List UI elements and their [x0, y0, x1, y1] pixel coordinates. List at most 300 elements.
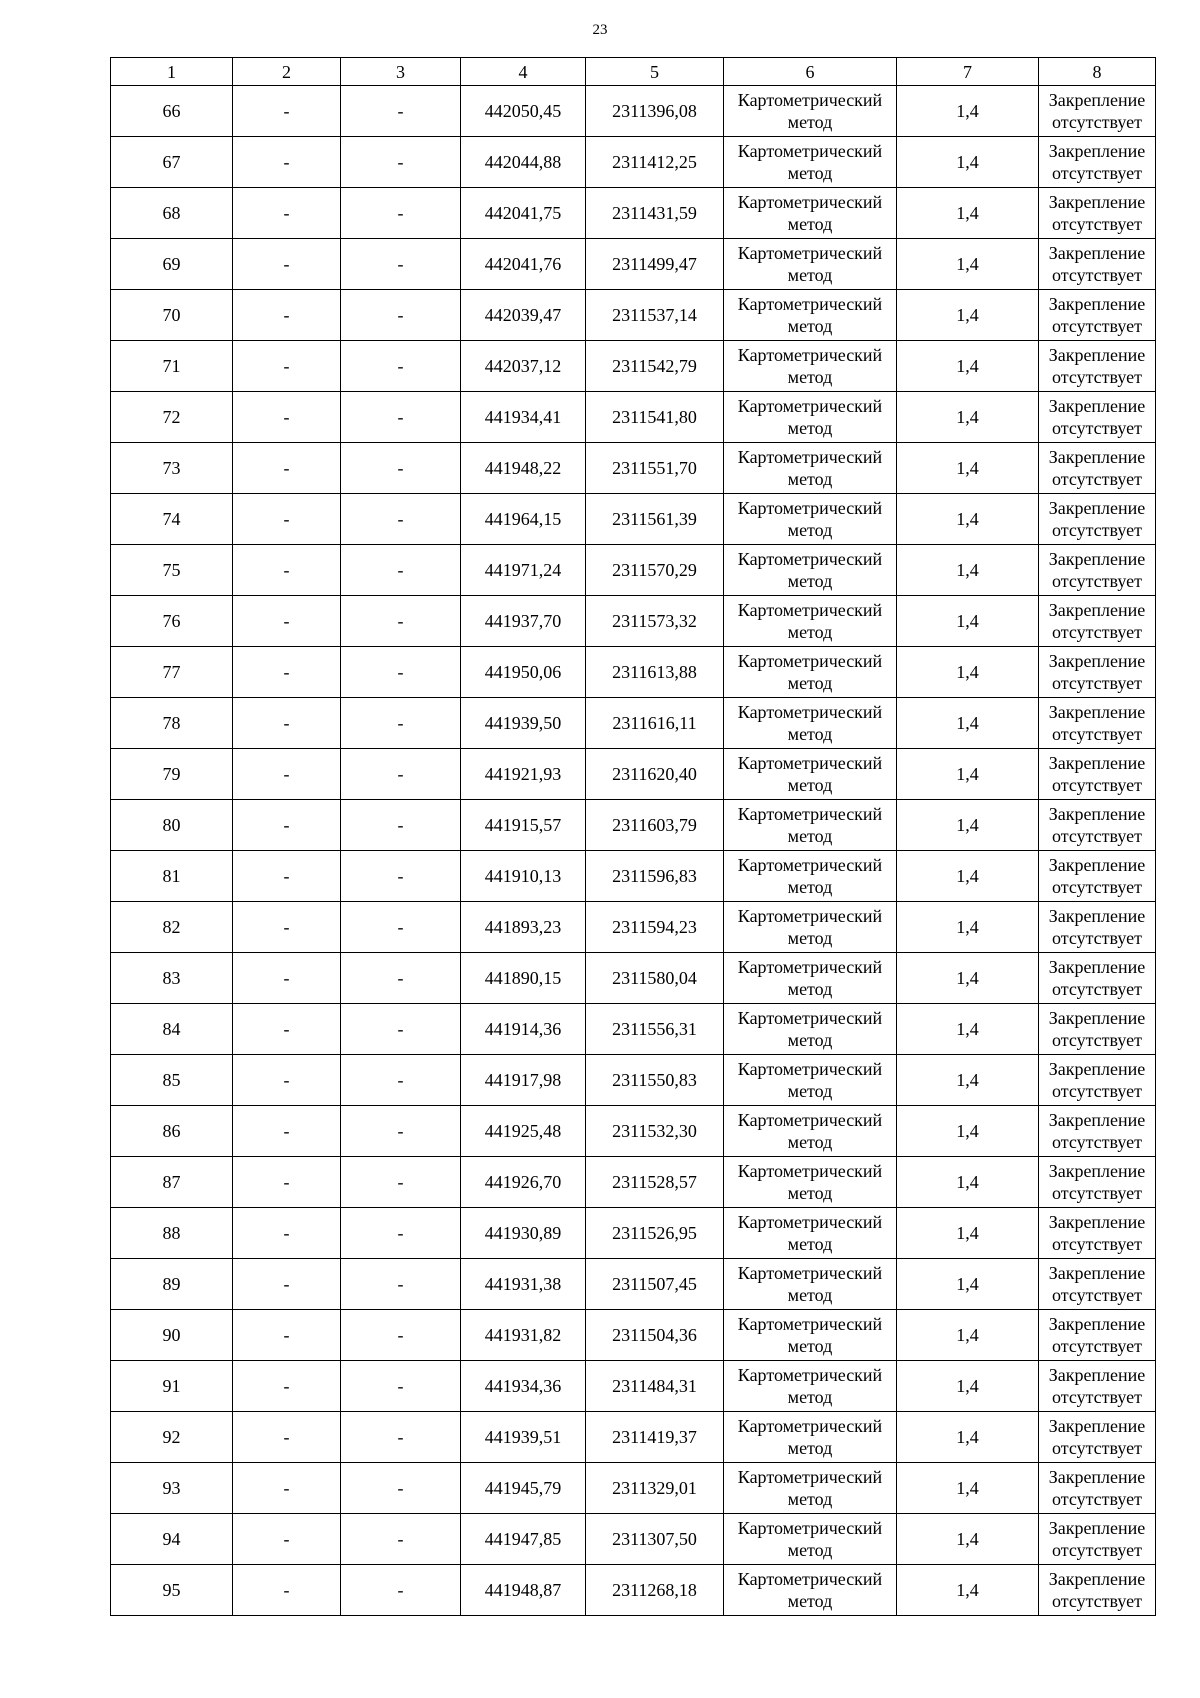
method-cell: [724, 953, 897, 1004]
fixing-cell: [1039, 1463, 1156, 1514]
accuracy-cell: 1,4: [897, 1412, 1039, 1463]
method-cell: [724, 239, 897, 290]
point-number-cell: 88: [111, 1208, 233, 1259]
column-2-cell: -: [233, 1412, 341, 1463]
method-line-1: Картометрический: [737, 702, 883, 722]
point-number-cell: 87: [111, 1157, 233, 1208]
column-header: 2: [233, 58, 341, 86]
fixing-cell: [1039, 494, 1156, 545]
table-row: [111, 188, 1156, 239]
column-3-cell: -: [341, 851, 461, 902]
method-cell: [724, 443, 897, 494]
coordinate-y-cell: 2311542,79: [586, 341, 724, 392]
method-cell: [724, 1361, 897, 1412]
accuracy-cell: 1,4: [897, 953, 1039, 1004]
column-2-cell: -: [233, 1004, 341, 1055]
column-3-cell: -: [341, 902, 461, 953]
point-number-cell: 66: [111, 86, 233, 137]
method-cell: [724, 137, 897, 188]
page-number: 23: [592, 22, 608, 38]
coordinate-x-cell: 441947,85: [461, 1514, 586, 1565]
coordinate-x-cell: 441948,22: [461, 443, 586, 494]
column-2-cell: -: [233, 392, 341, 443]
fixing-cell: [1039, 392, 1156, 443]
method-line-1: Картометрический: [737, 345, 883, 365]
method-cell: [724, 545, 897, 596]
table-row: [111, 1106, 1156, 1157]
method-line-1: Картометрический: [737, 447, 883, 467]
column-2-cell: -: [233, 290, 341, 341]
fixing-line-1: Закрепление: [1048, 447, 1146, 467]
table-row: [111, 1208, 1156, 1259]
accuracy-cell: 1,4: [897, 698, 1039, 749]
fixing-line-1: Закрепление: [1048, 294, 1146, 314]
accuracy-cell: 1,4: [897, 1208, 1039, 1259]
fixing-line-1: Закрепление: [1048, 1212, 1146, 1232]
fixing-line-2: отсутствует: [1051, 1387, 1143, 1407]
column-2-cell: -: [233, 341, 341, 392]
method-line-2: метод: [787, 571, 833, 591]
method-line-1: Картометрический: [737, 192, 883, 212]
accuracy-cell: 1,4: [897, 545, 1039, 596]
table-row: [111, 800, 1156, 851]
fixing-line-1: Закрепление: [1048, 753, 1146, 773]
coordinate-x-cell: 441934,36: [461, 1361, 586, 1412]
column-3-cell: -: [341, 1565, 461, 1616]
coordinate-y-cell: 2311556,31: [586, 1004, 724, 1055]
coordinate-y-cell: 2311573,32: [586, 596, 724, 647]
method-line-2: метод: [787, 112, 833, 132]
coordinate-x-cell: 441971,24: [461, 545, 586, 596]
accuracy-cell: 1,4: [897, 392, 1039, 443]
fixing-line-2: отсутствует: [1051, 1336, 1143, 1356]
method-line-1: Картометрический: [737, 1161, 883, 1181]
coordinate-x-cell: 442037,12: [461, 341, 586, 392]
method-line-1: Картометрический: [737, 855, 883, 875]
table-row: [111, 341, 1156, 392]
method-line-1: Картометрический: [737, 1416, 883, 1436]
coordinate-x-cell: 442041,75: [461, 188, 586, 239]
fixing-line-1: Закрепление: [1048, 498, 1146, 518]
column-2-cell: -: [233, 953, 341, 1004]
accuracy-cell: 1,4: [897, 596, 1039, 647]
method-cell: [724, 1106, 897, 1157]
method-line-2: метод: [787, 1030, 833, 1050]
method-cell: [724, 647, 897, 698]
column-header: 4: [461, 58, 586, 86]
column-3-cell: -: [341, 1463, 461, 1514]
fixing-line-1: Закрепление: [1048, 141, 1146, 161]
method-cell: [724, 1208, 897, 1259]
method-line-1: Картометрический: [737, 1365, 883, 1385]
method-cell: [724, 392, 897, 443]
accuracy-cell: 1,4: [897, 1106, 1039, 1157]
fixing-line-2: отсутствует: [1051, 928, 1143, 948]
fixing-line-2: отсутствует: [1051, 724, 1143, 744]
accuracy-cell: 1,4: [897, 290, 1039, 341]
method-cell: [724, 749, 897, 800]
column-3-cell: -: [341, 1106, 461, 1157]
method-line-1: Картометрический: [737, 1059, 883, 1079]
fixing-line-2: отсутствует: [1051, 1489, 1143, 1509]
method-line-2: метод: [787, 1081, 833, 1101]
coordinate-x-cell: 441937,70: [461, 596, 586, 647]
fixing-line-1: Закрепление: [1048, 855, 1146, 875]
method-line-1: Картометрический: [737, 141, 883, 161]
column-3-cell: -: [341, 290, 461, 341]
coordinate-y-cell: 2311532,30: [586, 1106, 724, 1157]
fixing-line-2: отсутствует: [1051, 367, 1143, 387]
accuracy-cell: 1,4: [897, 1004, 1039, 1055]
column-2-cell: -: [233, 749, 341, 800]
fixing-cell: [1039, 698, 1156, 749]
method-cell: [724, 800, 897, 851]
accuracy-cell: 1,4: [897, 1463, 1039, 1514]
method-line-2: метод: [787, 1387, 833, 1407]
column-2-cell: -: [233, 1514, 341, 1565]
coordinate-y-cell: 2311603,79: [586, 800, 724, 851]
fixing-line-2: отсутствует: [1051, 265, 1143, 285]
method-cell: [724, 188, 897, 239]
fixing-line-1: Закрепление: [1048, 957, 1146, 977]
column-2-cell: -: [233, 800, 341, 851]
method-cell: [724, 902, 897, 953]
fixing-cell: [1039, 188, 1156, 239]
column-2-cell: -: [233, 545, 341, 596]
method-line-2: метод: [787, 316, 833, 336]
fixing-cell: [1039, 1004, 1156, 1055]
coordinate-y-cell: 2311570,29: [586, 545, 724, 596]
fixing-cell: [1039, 800, 1156, 851]
fixing-cell: [1039, 86, 1156, 137]
method-cell: [724, 1310, 897, 1361]
fixing-line-2: отсутствует: [1051, 1540, 1143, 1560]
accuracy-cell: 1,4: [897, 749, 1039, 800]
fixing-line-2: отсутствует: [1051, 1285, 1143, 1305]
method-line-1: Картометрический: [737, 906, 883, 926]
method-line-2: метод: [787, 826, 833, 846]
coordinate-y-cell: 2311550,83: [586, 1055, 724, 1106]
method-cell: [724, 1514, 897, 1565]
fixing-line-1: Закрепление: [1048, 1467, 1146, 1487]
point-number-cell: 77: [111, 647, 233, 698]
fixing-line-1: Закрепление: [1048, 1365, 1146, 1385]
fixing-cell: [1039, 1412, 1156, 1463]
coordinate-x-cell: 441921,93: [461, 749, 586, 800]
method-cell: [724, 341, 897, 392]
coordinate-x-cell: 441950,06: [461, 647, 586, 698]
column-2-cell: -: [233, 902, 341, 953]
fixing-line-2: отсутствует: [1051, 979, 1143, 999]
accuracy-cell: 1,4: [897, 1055, 1039, 1106]
fixing-line-2: отсутствует: [1051, 826, 1143, 846]
column-3-cell: -: [341, 392, 461, 443]
table-row: [111, 1310, 1156, 1361]
column-3-cell: -: [341, 953, 461, 1004]
column-3-cell: -: [341, 1310, 461, 1361]
table-row: [111, 953, 1156, 1004]
fixing-line-2: отсутствует: [1051, 214, 1143, 234]
coordinate-y-cell: 2311620,40: [586, 749, 724, 800]
table-row: [111, 1565, 1156, 1616]
fixing-cell: [1039, 1361, 1156, 1412]
fixing-cell: [1039, 1157, 1156, 1208]
method-line-1: Картометрический: [737, 1110, 883, 1130]
fixing-cell: [1039, 1514, 1156, 1565]
accuracy-cell: 1,4: [897, 1514, 1039, 1565]
coordinate-x-cell: 441939,50: [461, 698, 586, 749]
coordinate-x-cell: 441930,89: [461, 1208, 586, 1259]
column-3-cell: -: [341, 1412, 461, 1463]
coordinate-y-cell: 2311329,01: [586, 1463, 724, 1514]
fixing-line-1: Закрепление: [1048, 1263, 1146, 1283]
column-2-cell: -: [233, 1361, 341, 1412]
accuracy-cell: 1,4: [897, 851, 1039, 902]
point-number-cell: 90: [111, 1310, 233, 1361]
method-cell: [724, 1412, 897, 1463]
fixing-cell: [1039, 902, 1156, 953]
column-3-cell: -: [341, 1157, 461, 1208]
column-3-cell: -: [341, 137, 461, 188]
coordinate-x-cell: 441931,82: [461, 1310, 586, 1361]
method-cell: [724, 1565, 897, 1616]
fixing-line-1: Закрепление: [1048, 1059, 1146, 1079]
point-number-cell: 72: [111, 392, 233, 443]
table-row: [111, 1514, 1156, 1565]
method-line-2: метод: [787, 367, 833, 387]
coordinate-y-cell: 2311268,18: [586, 1565, 724, 1616]
column-3-cell: -: [341, 800, 461, 851]
method-line-2: метод: [787, 724, 833, 744]
coordinate-y-cell: 2311499,47: [586, 239, 724, 290]
point-number-cell: 84: [111, 1004, 233, 1055]
fixing-cell: [1039, 239, 1156, 290]
column-2-cell: -: [233, 86, 341, 137]
column-2-cell: -: [233, 1310, 341, 1361]
fixing-line-2: отсутствует: [1051, 1591, 1143, 1611]
method-line-2: метод: [787, 1489, 833, 1509]
coordinate-y-cell: 2311528,57: [586, 1157, 724, 1208]
fixing-cell: [1039, 1310, 1156, 1361]
fixing-line-2: отсутствует: [1051, 1183, 1143, 1203]
column-2-cell: -: [233, 137, 341, 188]
coordinate-x-cell: 441931,38: [461, 1259, 586, 1310]
column-3-cell: -: [341, 1208, 461, 1259]
point-number-cell: 74: [111, 494, 233, 545]
table-row: [111, 749, 1156, 800]
table-row: [111, 1004, 1156, 1055]
coordinate-y-cell: 2311551,70: [586, 443, 724, 494]
fixing-line-1: Закрепление: [1048, 1518, 1146, 1538]
method-line-1: Картометрический: [737, 1467, 883, 1487]
fixing-line-1: Закрепление: [1048, 1110, 1146, 1130]
table-header-row: [111, 58, 1156, 86]
method-line-2: метод: [787, 214, 833, 234]
fixing-line-2: отсутствует: [1051, 1081, 1143, 1101]
coordinate-x-cell: 441939,51: [461, 1412, 586, 1463]
fixing-line-1: Закрепление: [1048, 1569, 1146, 1589]
method-line-1: Картометрический: [737, 90, 883, 110]
coordinate-y-cell: 2311526,95: [586, 1208, 724, 1259]
coordinate-x-cell: 441934,41: [461, 392, 586, 443]
fixing-cell: [1039, 1208, 1156, 1259]
method-line-1: Картометрический: [737, 549, 883, 569]
table-row: [111, 494, 1156, 545]
column-2-cell: -: [233, 1463, 341, 1514]
table-row: [111, 443, 1156, 494]
coordinate-x-cell: 442041,76: [461, 239, 586, 290]
column-3-cell: -: [341, 239, 461, 290]
accuracy-cell: 1,4: [897, 137, 1039, 188]
table-row: [111, 290, 1156, 341]
coordinate-y-cell: 2311307,50: [586, 1514, 724, 1565]
accuracy-cell: 1,4: [897, 86, 1039, 137]
column-header: 1: [111, 58, 233, 86]
fixing-line-2: отсутствует: [1051, 571, 1143, 591]
method-cell: [724, 494, 897, 545]
accuracy-cell: 1,4: [897, 443, 1039, 494]
column-2-cell: -: [233, 1259, 341, 1310]
point-number-cell: 85: [111, 1055, 233, 1106]
table-row: [111, 1412, 1156, 1463]
fixing-line-2: отсутствует: [1051, 877, 1143, 897]
fixing-line-1: Закрепление: [1048, 549, 1146, 569]
fixing-cell: [1039, 749, 1156, 800]
method-line-2: метод: [787, 1132, 833, 1152]
column-3-cell: -: [341, 1004, 461, 1055]
point-number-cell: 71: [111, 341, 233, 392]
column-2-cell: -: [233, 188, 341, 239]
fixing-line-2: отсутствует: [1051, 163, 1143, 183]
fixing-cell: [1039, 1565, 1156, 1616]
point-number-cell: 91: [111, 1361, 233, 1412]
column-2-cell: -: [233, 1208, 341, 1259]
fixing-line-2: отсутствует: [1051, 1438, 1143, 1458]
accuracy-cell: 1,4: [897, 647, 1039, 698]
coordinate-y-cell: 2311541,80: [586, 392, 724, 443]
accuracy-cell: 1,4: [897, 1361, 1039, 1412]
column-2-cell: -: [233, 851, 341, 902]
fixing-cell: [1039, 137, 1156, 188]
point-number-cell: 93: [111, 1463, 233, 1514]
fixing-cell: [1039, 647, 1156, 698]
fixing-cell: [1039, 1055, 1156, 1106]
fixing-line-2: отсутствует: [1051, 520, 1143, 540]
column-3-cell: -: [341, 494, 461, 545]
coordinate-x-cell: 441945,79: [461, 1463, 586, 1514]
method-line-1: Картометрический: [737, 600, 883, 620]
method-line-2: метод: [787, 469, 833, 489]
table-row: [111, 851, 1156, 902]
column-2-cell: -: [233, 443, 341, 494]
accuracy-cell: 1,4: [897, 494, 1039, 545]
method-line-1: Картометрический: [737, 396, 883, 416]
accuracy-cell: 1,4: [897, 239, 1039, 290]
method-line-1: Картометрический: [737, 753, 883, 773]
method-line-1: Картометрический: [737, 1212, 883, 1232]
fixing-line-1: Закрепление: [1048, 906, 1146, 926]
point-number-cell: 76: [111, 596, 233, 647]
table-row: [111, 698, 1156, 749]
table-row: [111, 137, 1156, 188]
method-line-2: метод: [787, 622, 833, 642]
table-row: [111, 1259, 1156, 1310]
method-line-2: метод: [787, 265, 833, 285]
point-number-cell: 89: [111, 1259, 233, 1310]
method-cell: [724, 1259, 897, 1310]
point-number-cell: 69: [111, 239, 233, 290]
table-row: [111, 647, 1156, 698]
table-row: [111, 392, 1156, 443]
fixing-line-2: отсутствует: [1051, 775, 1143, 795]
method-line-2: метод: [787, 877, 833, 897]
point-number-cell: 82: [111, 902, 233, 953]
method-line-1: Картометрический: [737, 243, 883, 263]
point-number-cell: 86: [111, 1106, 233, 1157]
point-number-cell: 92: [111, 1412, 233, 1463]
method-cell: [724, 86, 897, 137]
point-number-cell: 68: [111, 188, 233, 239]
method-line-1: Картометрический: [737, 957, 883, 977]
table-row: [111, 545, 1156, 596]
fixing-line-2: отсутствует: [1051, 316, 1143, 336]
fixing-line-2: отсутствует: [1051, 1132, 1143, 1152]
coordinate-y-cell: 2311431,59: [586, 188, 724, 239]
fixing-cell: [1039, 1106, 1156, 1157]
method-line-1: Картометрический: [737, 804, 883, 824]
coordinate-y-cell: 2311537,14: [586, 290, 724, 341]
method-line-2: метод: [787, 979, 833, 999]
fixing-line-1: Закрепление: [1048, 651, 1146, 671]
accuracy-cell: 1,4: [897, 1565, 1039, 1616]
fixing-line-1: Закрепление: [1048, 702, 1146, 722]
method-line-1: Картометрический: [737, 1518, 883, 1538]
method-line-1: Картометрический: [737, 1263, 883, 1283]
accuracy-cell: 1,4: [897, 1310, 1039, 1361]
method-line-2: метод: [787, 163, 833, 183]
coordinate-y-cell: 2311504,36: [586, 1310, 724, 1361]
fixing-line-1: Закрепление: [1048, 804, 1146, 824]
column-3-cell: -: [341, 596, 461, 647]
coordinate-x-cell: 441948,87: [461, 1565, 586, 1616]
method-line-2: метод: [787, 418, 833, 438]
coordinate-x-cell: 441890,15: [461, 953, 586, 1004]
column-3-cell: -: [341, 443, 461, 494]
column-3-cell: -: [341, 1514, 461, 1565]
fixing-line-2: отсутствует: [1051, 673, 1143, 693]
method-cell: [724, 596, 897, 647]
fixing-line-1: Закрепление: [1048, 192, 1146, 212]
column-3-cell: -: [341, 1259, 461, 1310]
fixing-line-2: отсутствует: [1051, 1030, 1143, 1050]
column-3-cell: -: [341, 698, 461, 749]
coordinate-x-cell: 441925,48: [461, 1106, 586, 1157]
point-number-cell: 94: [111, 1514, 233, 1565]
column-3-cell: -: [341, 749, 461, 800]
coordinate-y-cell: 2311412,25: [586, 137, 724, 188]
point-number-cell: 75: [111, 545, 233, 596]
point-number-cell: 78: [111, 698, 233, 749]
fixing-line-2: отсутствует: [1051, 469, 1143, 489]
coordinate-x-cell: 441926,70: [461, 1157, 586, 1208]
fixing-line-2: отсутствует: [1051, 112, 1143, 132]
coordinate-x-cell: 442044,88: [461, 137, 586, 188]
fixing-line-1: Закрепление: [1048, 1161, 1146, 1181]
method-line-2: метод: [787, 1234, 833, 1254]
method-line-1: Картометрический: [737, 1569, 883, 1589]
column-header: 6: [724, 58, 897, 86]
method-line-2: метод: [787, 928, 833, 948]
